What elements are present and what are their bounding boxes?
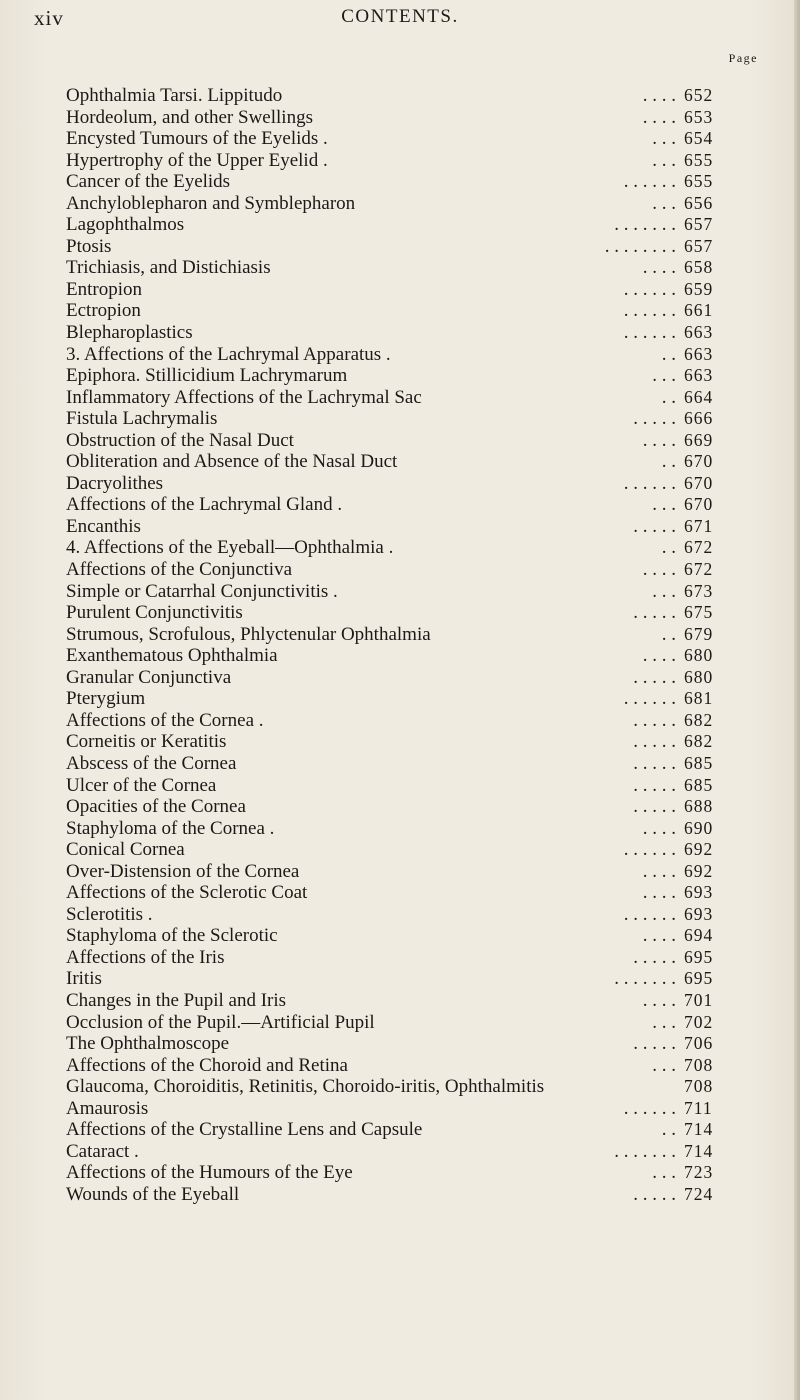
contents-entry xyxy=(66,107,766,129)
entry-page-number: 702 xyxy=(684,1011,714,1032)
dot-leader: . . . . . xyxy=(633,1033,676,1055)
entry-page-number: 664 xyxy=(684,386,714,407)
entry-title: Granular Conjunctiva xyxy=(66,666,232,688)
entry-page-number: 669 xyxy=(684,429,714,450)
entry-page-number: 670 xyxy=(684,472,714,493)
contents-entry xyxy=(66,947,766,969)
page-column-label: Page xyxy=(728,51,758,65)
contents-entry xyxy=(66,1076,766,1098)
contents-entry xyxy=(66,236,766,258)
contents-entry xyxy=(66,408,766,430)
contents-entry xyxy=(66,537,766,559)
entry-page-number: 655 xyxy=(684,149,714,170)
dot-leader: . . . . xyxy=(642,257,676,279)
contents-entry xyxy=(66,214,766,236)
dot-leader: . . . xyxy=(652,580,676,602)
dot-leader: . . . . . . xyxy=(623,1097,676,1119)
entry-title: Entropion xyxy=(66,278,142,300)
entry-title: The Ophthalmoscope xyxy=(66,1033,230,1055)
contents-entry xyxy=(66,688,766,710)
entry-page-number: 714 xyxy=(684,1140,714,1161)
entry-title: Encanthis xyxy=(66,515,141,537)
entry-title: Pterygium xyxy=(66,688,146,710)
entry-title: Inflammatory Affections of the Lachrymal Sac xyxy=(66,386,422,408)
entry-page-number: 688 xyxy=(684,796,714,817)
contents-entry xyxy=(66,796,766,818)
contents-entry xyxy=(66,645,766,667)
entry-title: Amaurosis xyxy=(66,1097,149,1119)
entry-page-number: 706 xyxy=(684,1033,714,1054)
entry-title: Sclerotitis . xyxy=(66,903,153,925)
dot-leader: . . . . . xyxy=(633,731,676,753)
entry-page-number: 663 xyxy=(684,322,714,343)
entry-page-number: 679 xyxy=(684,623,714,644)
entry-title: Obstruction of the Nasal Duct xyxy=(66,429,294,451)
entry-title: Iritis xyxy=(66,968,102,990)
contents-entry xyxy=(66,451,766,473)
entry-page-number: 685 xyxy=(684,752,714,773)
contents-entry xyxy=(66,387,766,409)
dot-leader: . . . . . . xyxy=(623,903,676,925)
dot-leader: . . . . . xyxy=(633,408,676,430)
contents-entry xyxy=(66,473,766,495)
contents-entry xyxy=(66,581,766,603)
entry-title: Obliteration and Absence of the Nasal Duct xyxy=(66,451,398,473)
entry-title: Glaucoma, Choroiditis, Retinitis, Choroido-iritis, Ophthalmitis xyxy=(66,1076,545,1098)
dot-leader: . . . xyxy=(652,365,676,387)
contents-entry xyxy=(66,365,766,387)
contents-entry xyxy=(66,85,766,107)
entry-title: Hordeolum, and other Swellings xyxy=(66,106,313,128)
entry-page-number: 671 xyxy=(684,515,714,536)
dot-leader: . . . . . xyxy=(633,1183,676,1205)
running-head: CONTENTS. xyxy=(341,6,459,27)
entry-title: Affections of the Conjunctiva xyxy=(66,559,293,581)
entry-page-number: 658 xyxy=(684,257,714,278)
entry-page-number: 714 xyxy=(684,1119,714,1140)
entry-title: Corneitis or Keratitis xyxy=(66,731,227,753)
contents-entry xyxy=(66,904,766,926)
dot-leader: . . . . . xyxy=(633,774,676,796)
entry-title: Exanthematous Ophthalmia xyxy=(66,645,278,667)
entry-title: Affections of the Cornea . xyxy=(66,709,264,731)
entry-title: Affections of the Sclerotic Coat xyxy=(66,882,308,904)
contents-entry xyxy=(66,753,766,775)
entry-page-number: 682 xyxy=(684,709,714,730)
entry-page-number: 655 xyxy=(684,171,714,192)
entry-page-number: 653 xyxy=(684,106,714,127)
entry-page-number: 692 xyxy=(684,839,714,860)
entry-page-number: 661 xyxy=(684,300,714,321)
dot-leader: . . . . . . . . xyxy=(604,235,676,257)
contents-entry xyxy=(66,775,766,797)
dot-leader: . . . . . xyxy=(633,709,676,731)
entry-page-number: 693 xyxy=(684,903,714,924)
entry-page-number: 672 xyxy=(684,537,714,558)
contents-entry xyxy=(66,1055,766,1077)
entry-page-number: 694 xyxy=(684,925,714,946)
entry-title: Trichiasis, and Distichiasis xyxy=(66,257,271,279)
dot-leader: . . . xyxy=(652,192,676,214)
contents-entry xyxy=(66,559,766,581)
contents-entry xyxy=(66,171,766,193)
dot-leader: . . . xyxy=(652,1011,676,1033)
contents-entry xyxy=(66,602,766,624)
entry-page-number: 723 xyxy=(684,1162,714,1183)
entry-title: Fistula Lachrymalis xyxy=(66,408,218,430)
dot-leader: . . . xyxy=(652,1054,676,1076)
dot-leader: . . . . . xyxy=(633,602,676,624)
contents-entry xyxy=(66,300,766,322)
dot-leader: . . . . . . . xyxy=(614,968,676,990)
entry-title: Affections of the Crystalline Lens and Capsule xyxy=(66,1119,423,1141)
entry-page-number: 695 xyxy=(684,946,714,967)
contents-entry xyxy=(66,731,766,753)
contents-entry xyxy=(66,150,766,172)
entry-title: Staphyloma of the Cornea . xyxy=(66,817,275,839)
entry-title: Blepharoplastics xyxy=(66,322,193,344)
entry-page-number: 670 xyxy=(684,494,714,515)
dot-leader: . . . . . xyxy=(633,515,676,537)
entry-page-number: 693 xyxy=(684,882,714,903)
entry-page-number: 682 xyxy=(684,731,714,752)
entry-title: Affections of the Iris xyxy=(66,946,225,968)
dot-leader: . . . . xyxy=(642,989,676,1011)
entry-title: Occlusion of the Pupil.—Artificial Pupil xyxy=(66,1011,375,1033)
entry-page-number: 657 xyxy=(684,214,714,235)
dot-leader: . . . . . xyxy=(633,796,676,818)
entry-page-number: 670 xyxy=(684,451,714,472)
dot-leader: . . xyxy=(661,1119,676,1141)
dot-leader: . . . . . . . xyxy=(614,1140,676,1162)
dot-leader: . . . . xyxy=(642,106,676,128)
entry-title: Over-Distension of the Cornea xyxy=(66,860,300,882)
entry-page-number: 724 xyxy=(684,1183,714,1204)
entry-page-number: 690 xyxy=(684,817,714,838)
entry-page-number: 708 xyxy=(684,1076,714,1097)
entry-title: Dacryolithes xyxy=(66,472,164,494)
entry-page-number: 666 xyxy=(684,408,714,429)
dot-leader: . . xyxy=(661,623,676,645)
contents-entry xyxy=(66,710,766,732)
entry-title: Ptosis xyxy=(66,235,112,257)
contents-entry xyxy=(66,818,766,840)
contents-list xyxy=(66,85,766,1205)
dot-leader: . . . xyxy=(652,1162,676,1184)
contents-entry xyxy=(66,1141,766,1163)
dot-leader: . . xyxy=(661,386,676,408)
contents-entry xyxy=(66,968,766,990)
contents-entry xyxy=(66,882,766,904)
entry-title: Opacities of the Cornea xyxy=(66,796,246,818)
contents-entry xyxy=(66,1184,766,1206)
dot-leader: . . . xyxy=(652,128,676,150)
entry-title: Ulcer of the Cornea xyxy=(66,774,217,796)
entry-page-number: 701 xyxy=(684,989,714,1010)
contents-entry xyxy=(66,990,766,1012)
entry-page-number: 673 xyxy=(684,580,714,601)
dot-leader: . . . xyxy=(652,149,676,171)
contents-entry xyxy=(66,624,766,646)
contents-entry xyxy=(66,193,766,215)
dot-leader: . . . . . xyxy=(633,666,676,688)
contents-entry xyxy=(66,667,766,689)
entry-title: Simple or Catarrhal Conjunctivitis . xyxy=(66,580,338,602)
dot-leader: . . . . . . xyxy=(623,300,676,322)
contents-entry xyxy=(66,839,766,861)
dot-leader: . . . . xyxy=(642,645,676,667)
entry-page-number: 652 xyxy=(684,85,714,105)
entry-page-number: 675 xyxy=(684,602,714,623)
dot-leader: . . . xyxy=(652,494,676,516)
dot-leader: . . . . . . xyxy=(623,171,676,193)
contents-entry xyxy=(66,861,766,883)
entry-page-number: 663 xyxy=(684,343,714,364)
entry-page-number: 711 xyxy=(684,1097,713,1118)
dot-leader: . . . . xyxy=(642,559,676,581)
entry-title: Lagophthalmos xyxy=(66,214,185,236)
contents-entry xyxy=(66,257,766,279)
entry-title: Encysted Tumours of the Eyelids . xyxy=(66,128,328,150)
entry-page-number: 657 xyxy=(684,235,714,256)
contents-entry xyxy=(66,925,766,947)
entry-title: Ophthalmia Tarsi. Lippitudo xyxy=(66,85,283,106)
entry-title: 3. Affections of the Lachrymal Apparatus . xyxy=(66,343,391,365)
entry-title: Anchyloblepharon and Symblepharon xyxy=(66,192,356,214)
entry-page-number: 654 xyxy=(684,128,714,149)
dot-leader: . . . . xyxy=(642,429,676,451)
contents-entry xyxy=(66,516,766,538)
contents-entry xyxy=(66,1012,766,1034)
entry-title: Wounds of the Eyeball xyxy=(66,1183,240,1205)
entry-title: Affections of the Choroid and Retina xyxy=(66,1054,348,1076)
contents-entry xyxy=(66,344,766,366)
dot-leader: . . . . xyxy=(642,882,676,904)
entry-title: Changes in the Pupil and Iris xyxy=(66,989,287,1011)
contents-entry xyxy=(66,1119,766,1141)
entry-page-number: 685 xyxy=(684,774,714,795)
dot-leader: . . . . . . xyxy=(623,472,676,494)
dot-leader: . . . . . xyxy=(633,752,676,774)
entry-title: Affections of the Humours of the Eye xyxy=(66,1162,353,1184)
entry-page-number: 695 xyxy=(684,968,714,989)
entry-title: Hypertrophy of the Upper Eyelid . xyxy=(66,149,328,171)
entry-page-number: 659 xyxy=(684,278,714,299)
contents-entry xyxy=(66,494,766,516)
entry-page-number: 656 xyxy=(684,192,714,213)
dot-leader: . . . . xyxy=(642,817,676,839)
dot-leader: . . . . . xyxy=(633,946,676,968)
dot-leader: . . xyxy=(661,451,676,473)
dot-leader: . . xyxy=(661,343,676,365)
dot-leader: . . . . . . xyxy=(623,839,676,861)
dot-leader: . . . . . . . xyxy=(614,214,676,236)
entry-page-number: 680 xyxy=(684,666,714,687)
entry-title: Strumous, Scrofulous, Phlyctenular Ophthalmia xyxy=(66,623,431,645)
entry-page-number: 681 xyxy=(684,688,714,709)
dot-leader: . . . . xyxy=(642,860,676,882)
entry-title: Abscess of the Cornea xyxy=(66,752,237,774)
entry-title: Purulent Conjunctivitis xyxy=(66,602,243,624)
page-folio: xiv xyxy=(34,6,64,30)
contents-entry xyxy=(66,322,766,344)
contents-entry xyxy=(66,430,766,452)
entry-title: Cancer of the Eyelids xyxy=(66,171,231,193)
dot-leader: . . . . . . xyxy=(623,322,676,344)
dot-leader: . . . . . . xyxy=(623,278,676,300)
entry-page-number: 692 xyxy=(684,860,714,881)
entry-title: Cataract . xyxy=(66,1140,139,1162)
entry-page-number: 663 xyxy=(684,365,714,386)
page-edge-shadow xyxy=(794,0,800,1400)
dot-leader: . . . . . . xyxy=(623,688,676,710)
entry-title: Conical Cornea xyxy=(66,839,185,861)
contents-entry xyxy=(66,128,766,150)
entry-page-number: 708 xyxy=(684,1054,714,1075)
contents-entry xyxy=(66,279,766,301)
entry-page-number: 672 xyxy=(684,559,714,580)
entry-title: Staphyloma of the Sclerotic xyxy=(66,925,278,947)
contents-entry xyxy=(66,1098,766,1120)
dot-leader: . . . . xyxy=(642,925,676,947)
entry-title: Affections of the Lachrymal Gland . xyxy=(66,494,343,516)
entry-page-number: 680 xyxy=(684,645,714,666)
entry-title: Ectropion xyxy=(66,300,141,322)
contents-entry xyxy=(66,1033,766,1055)
entry-title: Epiphora. Stillicidium Lachrymarum xyxy=(66,365,348,387)
entry-title: 4. Affections of the Eyeball—Ophthalmia . xyxy=(66,537,394,559)
dot-leader: . . . . xyxy=(642,85,676,106)
dot-leader: . . xyxy=(661,537,676,559)
contents-entry xyxy=(66,1162,766,1184)
